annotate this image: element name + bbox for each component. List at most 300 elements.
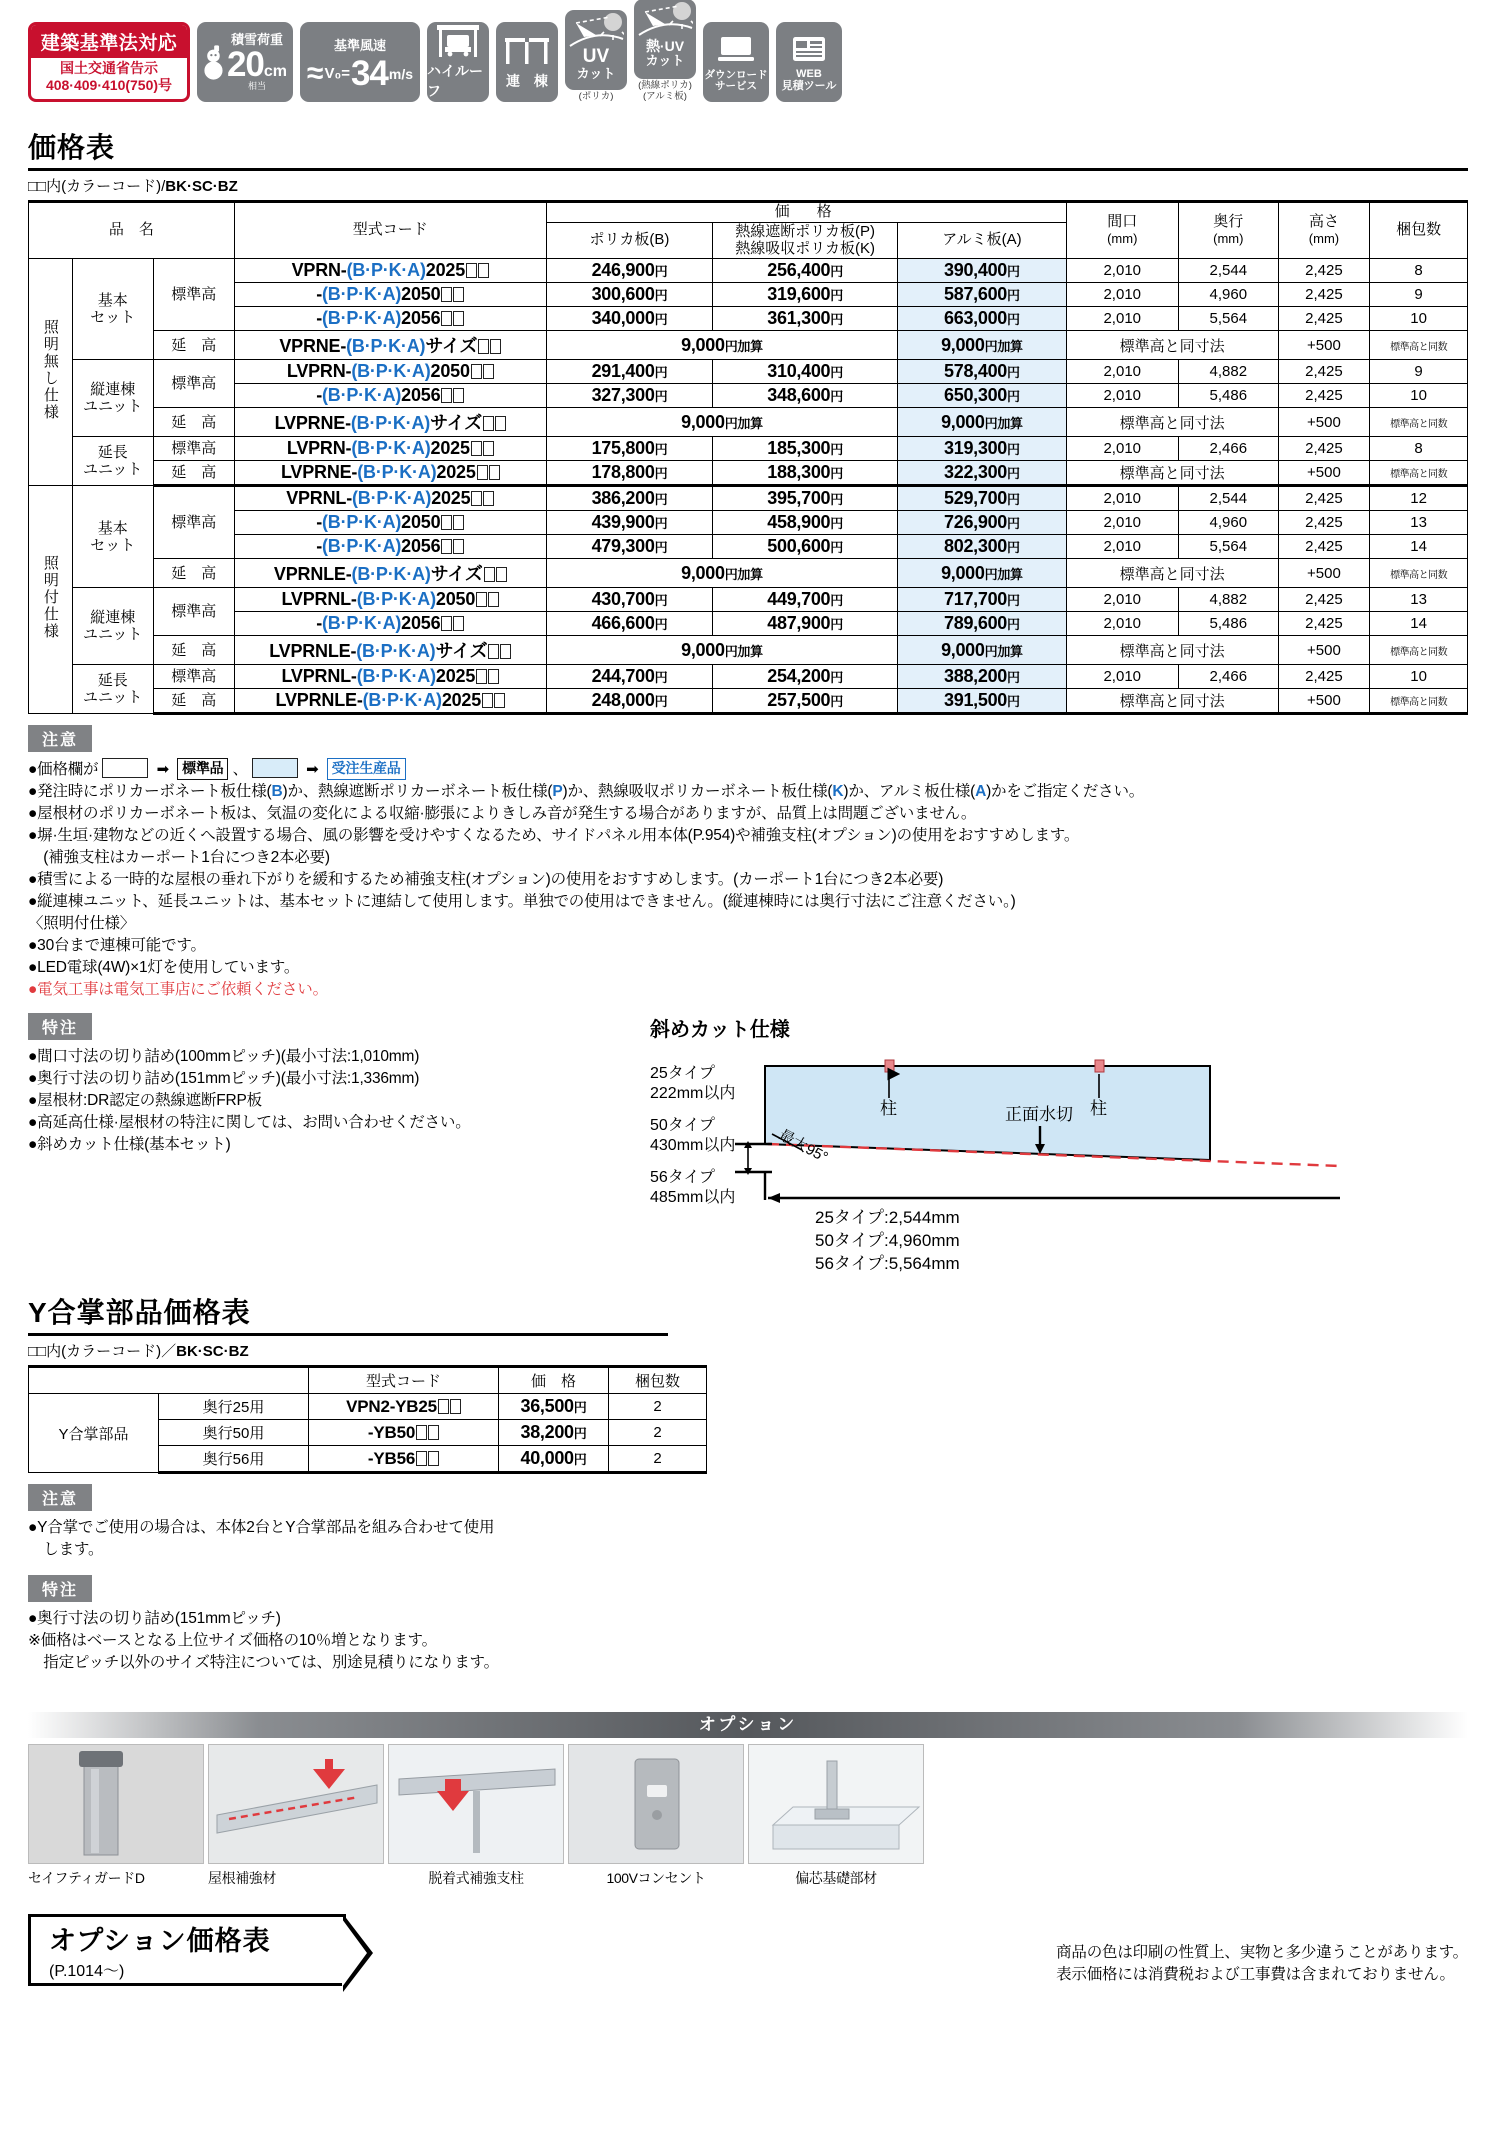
yen-unit: 円 xyxy=(654,312,668,328)
color-code-placeholder xyxy=(453,388,464,403)
y-depth-cell: 奥行56用 xyxy=(159,1446,309,1473)
legend-white-chip xyxy=(102,758,148,778)
price-value: 529,700 xyxy=(944,488,1008,509)
code-suffix: サイズ xyxy=(430,564,483,585)
width-cell: 2,010 xyxy=(1066,665,1178,689)
color-code-placeholder xyxy=(441,287,452,302)
code-variants: (B·P·K·A) xyxy=(321,536,402,557)
y-section-title: Y合掌部品価格表 xyxy=(28,1297,251,1329)
code-prefix: LVPRNLE- xyxy=(275,690,363,711)
y-table-body xyxy=(29,1394,707,1473)
code-prefix: LVPRN- xyxy=(286,361,352,382)
price-row xyxy=(29,689,1468,714)
price-poly-b-cell xyxy=(546,437,712,461)
th-price-group: 価 格 xyxy=(546,202,1066,223)
width-cell: 2,010 xyxy=(1066,384,1178,408)
yen-unit: 円 xyxy=(654,516,668,532)
y-colorcode-codes: BK·SC·BZ xyxy=(176,1343,249,1361)
code-prefix: - xyxy=(316,512,322,533)
model-code-cell xyxy=(234,486,546,511)
y-th-blank xyxy=(29,1367,309,1394)
diagram-front-drip-label: 正面水切 xyxy=(1005,1105,1073,1125)
special-tag-2: 特注 xyxy=(28,1575,92,1602)
price-alum-cell: 9,000円加算 xyxy=(898,559,1066,588)
y-pack-cell: 2 xyxy=(609,1394,707,1420)
depth-cell: 5,564 xyxy=(1178,535,1278,559)
th-height-unit: (mm) xyxy=(1308,230,1340,246)
wind-value: 34 xyxy=(350,53,388,93)
caution-tag-2: 注意 xyxy=(28,1484,92,1511)
price-row xyxy=(29,486,1468,511)
pack-cell: 14 xyxy=(1370,535,1468,559)
yen-unit: 円 xyxy=(573,1452,587,1468)
price-value: 802,300 xyxy=(944,536,1008,557)
diagram-left-val-1: 222mm以内 xyxy=(650,1085,736,1103)
price-value: 319,600 xyxy=(767,284,831,305)
diagram-title: 斜めカット仕様 xyxy=(650,1019,790,1042)
code-prefix: LVPRN- xyxy=(286,438,352,459)
height-type-cell: 延 高 xyxy=(153,559,234,588)
price-row xyxy=(29,559,1468,588)
price-merged-cell: 9,000円加算 xyxy=(546,408,897,437)
heat-uv-note2: (アルミ板) xyxy=(643,90,687,102)
code-suffix: 2025 xyxy=(431,488,471,509)
yen-unit: 円 xyxy=(1007,288,1020,304)
th-depth-label: 奥行 xyxy=(1213,212,1244,230)
diagram-pillar-label-2: 柱 xyxy=(1090,1099,1107,1119)
diagonal-cut-diagram xyxy=(650,1013,1430,1283)
th-poly-pk xyxy=(713,222,898,259)
depth-cell: 4,882 xyxy=(1178,588,1278,612)
pack-cell: 13 xyxy=(1370,588,1468,612)
height-type-cell: 標準高 xyxy=(153,588,234,636)
price-value: 388,200 xyxy=(944,666,1008,687)
legend-arrow-2: ➡ xyxy=(306,761,319,779)
width-cell: 2,010 xyxy=(1066,588,1178,612)
download-icon xyxy=(716,32,756,68)
option-price-link[interactable] xyxy=(28,1914,346,1986)
price-alum-cell xyxy=(898,360,1066,384)
height-type-cell: 延 高 xyxy=(153,636,234,665)
price-poly-b-cell xyxy=(546,689,712,714)
light-spec-header: 〈照明付仕様〉 xyxy=(28,915,136,933)
width-cell: 2,010 xyxy=(1066,360,1178,384)
pack-cell: 標準高と同数 xyxy=(1370,331,1468,360)
price-value: 439,900 xyxy=(591,512,655,533)
price-value: 587,600 xyxy=(944,284,1008,305)
note-line: ●30台まで連棟可能です。 xyxy=(28,937,206,955)
price-value: 340,000 xyxy=(591,308,655,329)
snow-value: 20 xyxy=(226,45,264,84)
width-cell: 2,010 xyxy=(1066,259,1178,283)
code-prefix: - xyxy=(316,284,322,305)
yen-unit: 円 xyxy=(573,1426,587,1442)
color-code-placeholder xyxy=(428,1451,439,1466)
color-code-placeholder xyxy=(477,465,488,480)
price-alum-cell xyxy=(898,588,1066,612)
y-depth-cell: 奥行25用 xyxy=(159,1394,309,1420)
color-code-placeholder xyxy=(441,311,452,326)
y-price-table xyxy=(28,1365,707,1474)
yen-unit: 円 xyxy=(654,264,668,280)
price-poly-b-cell xyxy=(546,307,712,331)
price-table-title: 価格表 xyxy=(28,132,116,163)
multi-building-label: 連 棟 xyxy=(506,73,553,89)
height-cell: 2,425 xyxy=(1278,437,1369,461)
code-suffix: 2056 xyxy=(401,536,441,557)
badge-uv-cut xyxy=(565,10,627,90)
price-row xyxy=(29,612,1468,636)
price-alum-cell xyxy=(898,307,1066,331)
color-code-placeholder xyxy=(490,339,501,354)
removable-support-post-photo xyxy=(388,1744,564,1864)
y-th-pack: 梱包数 xyxy=(609,1367,707,1394)
snow-sub: 相当 xyxy=(247,81,266,91)
price-alum-cell xyxy=(898,665,1066,689)
yen-unit: 円 xyxy=(830,389,843,405)
pack-cell: 8 xyxy=(1370,259,1468,283)
height-type-cell: 標準高 xyxy=(153,486,234,559)
price-value: 386,200 xyxy=(591,488,655,509)
merged-price-value: 9,000 xyxy=(681,411,725,432)
price-poly-pk-cell xyxy=(713,588,898,612)
color-code-placeholder xyxy=(450,1399,461,1414)
width-cell: 2,010 xyxy=(1066,486,1178,511)
note-line: ●縦連棟ユニット、延長ユニットは、基本セットに連結して使用します。単独での使用はできません。(縦連棟時には奥行寸法にご注意ください。) xyxy=(28,893,1016,911)
note-line: ※価格はベースとなる上位サイズ価格の10％増となります。 xyxy=(28,1632,437,1650)
pack-cell: 9 xyxy=(1370,283,1468,307)
height-cell: 2,425 xyxy=(1278,486,1369,511)
width-depth-cell: 標準高と同寸法 xyxy=(1066,636,1278,665)
code-prefix: LVPRNL- xyxy=(281,589,357,610)
price-row xyxy=(29,461,1468,486)
price-poly-b-cell xyxy=(546,283,712,307)
code-prefix: - xyxy=(316,613,322,634)
badge-law-title: 建築基準法対応 xyxy=(31,25,187,58)
yen-unit: 円 xyxy=(1007,670,1020,686)
y-pack-cell: 2 xyxy=(609,1420,707,1446)
color-code-placeholder xyxy=(441,388,452,403)
width-depth-cell: 標準高と同寸法 xyxy=(1066,461,1278,486)
code-suffix: サイズ xyxy=(435,641,488,662)
note-line: ●間口寸法の切り詰め(100mmピッチ)(最小寸法:1,010mm) xyxy=(28,1048,420,1066)
caution-block-2 xyxy=(28,1484,1496,1561)
code-suffix: 2050 xyxy=(430,361,470,382)
code-variants: (B·P·K·A) xyxy=(350,413,431,434)
height-cell: 2,425 xyxy=(1278,259,1369,283)
price-poly-pk-cell xyxy=(713,511,898,535)
color-code-placeholder xyxy=(489,465,500,480)
y-colorcode-note xyxy=(28,1340,1496,1361)
model-code-cell xyxy=(234,665,546,689)
pack-cell: 標準高と同数 xyxy=(1370,559,1468,588)
price-poly-pk-cell xyxy=(713,612,898,636)
code-prefix: - xyxy=(316,536,322,557)
wind-label: 基準風速 xyxy=(333,37,386,53)
code-suffix: 2050 xyxy=(401,512,441,533)
pack-cell: 9 xyxy=(1370,360,1468,384)
width-cell: 2,010 xyxy=(1066,511,1178,535)
model-code-cell xyxy=(234,612,546,636)
option-price-title: オプション価格表 xyxy=(49,1926,271,1957)
color-code-placeholder xyxy=(453,515,464,530)
price-poly-pk-cell xyxy=(713,384,898,408)
price-alum-cell: 9,000円加算 xyxy=(898,331,1066,360)
uv-line2: カット xyxy=(576,65,616,81)
heat-uv-line2: カット xyxy=(645,52,685,68)
yen-unit: 円 xyxy=(654,389,668,405)
code-prefix: - xyxy=(316,308,322,329)
price-value: 726,900 xyxy=(944,512,1008,533)
height-cell: +500 xyxy=(1278,461,1369,486)
y-code-cell: -YB56 xyxy=(309,1446,499,1473)
width-cell: 2,010 xyxy=(1066,307,1178,331)
color-code-placeholder xyxy=(428,1425,439,1440)
high-roof-label: ハイルーフ xyxy=(427,63,483,99)
height-cell: 2,425 xyxy=(1278,307,1369,331)
color-code-placeholder xyxy=(416,1451,427,1466)
code-suffix: 2056 xyxy=(401,385,441,406)
model-code-cell xyxy=(234,437,546,461)
web-line1: WEB xyxy=(796,68,822,81)
badge-snow-load xyxy=(197,22,293,102)
legend-made-to-order-label: 受注生産品 xyxy=(327,758,406,780)
note-line: 表示価格には消費税および工事費は含まれておりません。 xyxy=(1056,1966,1455,1984)
pack-cell: 標準高と同数 xyxy=(1370,636,1468,665)
diagram-left-type-3: 56タイプ xyxy=(650,1169,715,1187)
color-code-placeholder xyxy=(476,669,487,684)
price-value: 38,200 xyxy=(520,1422,574,1443)
yen-unit: 円 xyxy=(654,670,668,686)
model-code-cell xyxy=(234,384,546,408)
option-item xyxy=(28,1744,204,1888)
price-alum-cell: 9,000円加算 xyxy=(898,636,1066,665)
special-lines-1 xyxy=(28,1046,650,1156)
color-code-placeholder xyxy=(471,491,482,506)
price-row xyxy=(29,360,1468,384)
y-price-cell xyxy=(499,1420,609,1446)
pack-cell: 10 xyxy=(1370,307,1468,331)
depth-cell: 5,486 xyxy=(1178,612,1278,636)
option-caption: 脱着式補強支柱 xyxy=(428,1870,524,1887)
model-code-cell xyxy=(234,331,546,360)
yen-unit: 円 xyxy=(830,516,843,532)
diagram-bottom-2: 50タイプ:4,960mm xyxy=(815,1231,960,1251)
yen-unit: 円 xyxy=(1007,617,1020,633)
code-variants: (B·P·K·A) xyxy=(356,641,436,662)
group-cell: 照明付仕様 xyxy=(29,486,73,714)
yen-unit: 円 xyxy=(654,694,668,710)
caution-light-lines xyxy=(28,935,1496,979)
color-code-placeholder xyxy=(453,287,464,302)
diagram-svg xyxy=(650,1048,1410,1278)
pack-cell: 標準高と同数 xyxy=(1370,689,1468,714)
code-prefix: LVPRNL- xyxy=(281,666,357,687)
option-caption: 100Vコンセント xyxy=(606,1870,706,1887)
price-value: 479,300 xyxy=(591,536,655,557)
model-code-cell xyxy=(234,259,546,283)
price-poly-pk-cell xyxy=(713,307,898,331)
note-line: 指定ピッチ以外のサイズ特注については、別途見積りになります。 xyxy=(28,1654,499,1672)
snow-label: 積雪荷重 xyxy=(230,32,283,47)
price-row xyxy=(29,307,1468,331)
color-code-placeholder xyxy=(488,592,499,607)
color-code-placeholder xyxy=(495,416,506,431)
price-poly-b-cell xyxy=(546,665,712,689)
color-code-placeholder xyxy=(484,567,495,582)
yen-unit: 円 xyxy=(1007,264,1020,280)
subgroup-cell: 基本 セット xyxy=(72,486,153,588)
y-th-price: 価 格 xyxy=(499,1367,609,1394)
y-price-cell xyxy=(499,1394,609,1420)
code-variants: (B·P·K·A) xyxy=(357,462,437,483)
height-cell: +500 xyxy=(1278,408,1369,437)
colorcode-codes: BK·SC·BZ xyxy=(165,178,238,195)
pack-cell: 13 xyxy=(1370,511,1468,535)
subgroup-cell: 縦連棟 ユニット xyxy=(72,360,153,437)
code-prefix: VPRNLE- xyxy=(273,564,352,585)
option-caption: 偏芯基礎部材 xyxy=(795,1870,877,1887)
yen-unit: 円 xyxy=(830,492,843,508)
subgroup-cell: 延長 ユニット xyxy=(72,437,153,486)
outlet-photo xyxy=(568,1744,744,1864)
code-variants: (B·P·K·A) xyxy=(321,284,402,305)
caution-lines-1 xyxy=(28,781,1496,913)
code-variants: (B·P·K·A) xyxy=(321,308,402,329)
y-code-cell: -YB50 xyxy=(309,1420,499,1446)
code-suffix: 2056 xyxy=(401,308,441,329)
snow-unit: cm xyxy=(263,63,287,80)
subgroup-cell: 延長 ユニット xyxy=(72,665,153,714)
price-alum-cell xyxy=(898,384,1066,408)
yen-unit: 円 xyxy=(830,288,843,304)
yen-unit: 円 xyxy=(830,365,843,381)
width-cell: 2,010 xyxy=(1066,535,1178,559)
yen-unit: 円 xyxy=(1007,694,1020,710)
pack-cell: 10 xyxy=(1370,665,1468,689)
note-line: します。 xyxy=(28,1541,104,1559)
code-suffix: 2025 xyxy=(430,438,470,459)
colorcode-text: □□内(カラーコード)/ xyxy=(28,178,166,195)
legend-comma: 、 xyxy=(232,761,248,779)
heat-uv-sun-icon xyxy=(637,2,693,36)
code-suffix: サイズ xyxy=(425,336,478,357)
price-row xyxy=(29,511,1468,535)
y-colorcode-text: □□内(カラーコード)／ xyxy=(28,1343,177,1361)
width-depth-cell: 標準高と同寸法 xyxy=(1066,331,1278,360)
color-code-placeholder xyxy=(441,616,452,631)
note-line: ●LED電球(4W)×1灯を使用しています。 xyxy=(28,959,300,977)
price-poly-pk-cell xyxy=(713,283,898,307)
price-poly-pk-cell xyxy=(713,259,898,283)
code-variants: (B·P·K·A) xyxy=(346,336,426,357)
price-row xyxy=(29,636,1468,665)
note-line: ●屋根材のポリカーボネート板は、気温の変化による収縮·膨張によりきしみ音が発生する場合がありますが、品質上は問題ございません。 xyxy=(28,805,977,823)
th-depth-unit: (mm) xyxy=(1213,230,1244,246)
yen-unit: 円 xyxy=(654,466,668,482)
yen-unit: 円 xyxy=(830,593,843,609)
model-code-cell xyxy=(234,588,546,612)
price-poly-pk-cell xyxy=(713,360,898,384)
price-value: 395,700 xyxy=(767,488,831,509)
y-depth-cell: 奥行50用 xyxy=(159,1420,309,1446)
note-line: ●高延高仕様·屋根材の特注に関しては、お問い合わせください。 xyxy=(28,1114,471,1132)
y-table-row xyxy=(29,1394,707,1420)
depth-cell: 2,466 xyxy=(1178,437,1278,461)
price-value: 175,800 xyxy=(591,438,655,459)
height-cell: 2,425 xyxy=(1278,612,1369,636)
caution-lines-2 xyxy=(28,1517,1496,1561)
code-prefix: LVPRNE- xyxy=(274,413,351,434)
snowman-icon xyxy=(203,44,224,80)
badge-web-estimate-tool[interactable] xyxy=(776,22,842,102)
model-code-cell xyxy=(234,360,546,384)
badge-download-service[interactable] xyxy=(703,22,769,102)
color-code-placeholder xyxy=(483,441,494,456)
width-cell: 2,010 xyxy=(1066,283,1178,307)
height-type-cell: 延 高 xyxy=(153,461,234,486)
depth-cell: 5,486 xyxy=(1178,384,1278,408)
note-line: ●奥行寸法の切り詰め(151mmピッチ) xyxy=(28,1610,281,1628)
color-code-placeholder xyxy=(453,616,464,631)
color-code-placeholder xyxy=(441,515,452,530)
options-bar-label: オプション xyxy=(28,1712,1468,1738)
option-caption: 屋根補強材 xyxy=(208,1870,276,1887)
color-code-placeholder xyxy=(478,263,489,278)
y-title-rule xyxy=(28,1333,668,1336)
pack-cell: 12 xyxy=(1370,486,1468,511)
yen-unit: 円 xyxy=(830,617,843,633)
color-code-placeholder xyxy=(500,644,511,659)
uv-note: (ポリカ) xyxy=(578,90,614,102)
heat-uv-line1: 熱·UV xyxy=(645,37,685,54)
th-code: 型式コード xyxy=(234,202,546,259)
price-value: 246,900 xyxy=(591,260,655,281)
height-cell: 2,425 xyxy=(1278,360,1369,384)
price-value: 248,000 xyxy=(591,690,655,711)
height-type-cell: 標準高 xyxy=(153,665,234,689)
depth-cell: 2,544 xyxy=(1178,486,1278,511)
price-alum-cell xyxy=(898,535,1066,559)
depth-cell: 4,960 xyxy=(1178,283,1278,307)
note-line: ●積雪による一時的な屋根の垂れ下がりを緩和するため補強支柱(オプション)の使用をおすすめします。(カーポート1台につき2本必要) xyxy=(28,871,944,889)
th-poly-k: 熱線吸収ポリカ板(K) xyxy=(735,239,876,257)
diagram-bottom-3: 56タイプ:5,564mm xyxy=(815,1254,960,1274)
color-code-placeholder xyxy=(478,339,489,354)
model-code-cell xyxy=(234,461,546,486)
price-value: 244,700 xyxy=(591,666,655,687)
diagram-left-type-1: 25タイプ xyxy=(650,1065,715,1083)
price-poly-b-cell xyxy=(546,360,712,384)
price-alum-cell xyxy=(898,259,1066,283)
options-row xyxy=(28,1744,1496,1888)
model-code-cell xyxy=(234,511,546,535)
price-table-body xyxy=(29,259,1468,714)
height-cell: +500 xyxy=(1278,636,1369,665)
yen-unit: 円 xyxy=(830,442,843,458)
option-item xyxy=(208,1744,384,1888)
height-cell: 2,425 xyxy=(1278,384,1369,408)
price-alum-cell xyxy=(898,283,1066,307)
group-cell: 照明無し仕様 xyxy=(29,259,73,486)
footer-row xyxy=(28,1914,1468,1986)
price-alum-cell xyxy=(898,689,1066,714)
alum-price-value: 9,000 xyxy=(941,639,985,660)
yen-unit: 円 xyxy=(1007,466,1020,482)
color-code-placeholder xyxy=(483,491,494,506)
price-value: 500,600 xyxy=(767,536,831,557)
code-suffix: 2050 xyxy=(401,284,441,305)
